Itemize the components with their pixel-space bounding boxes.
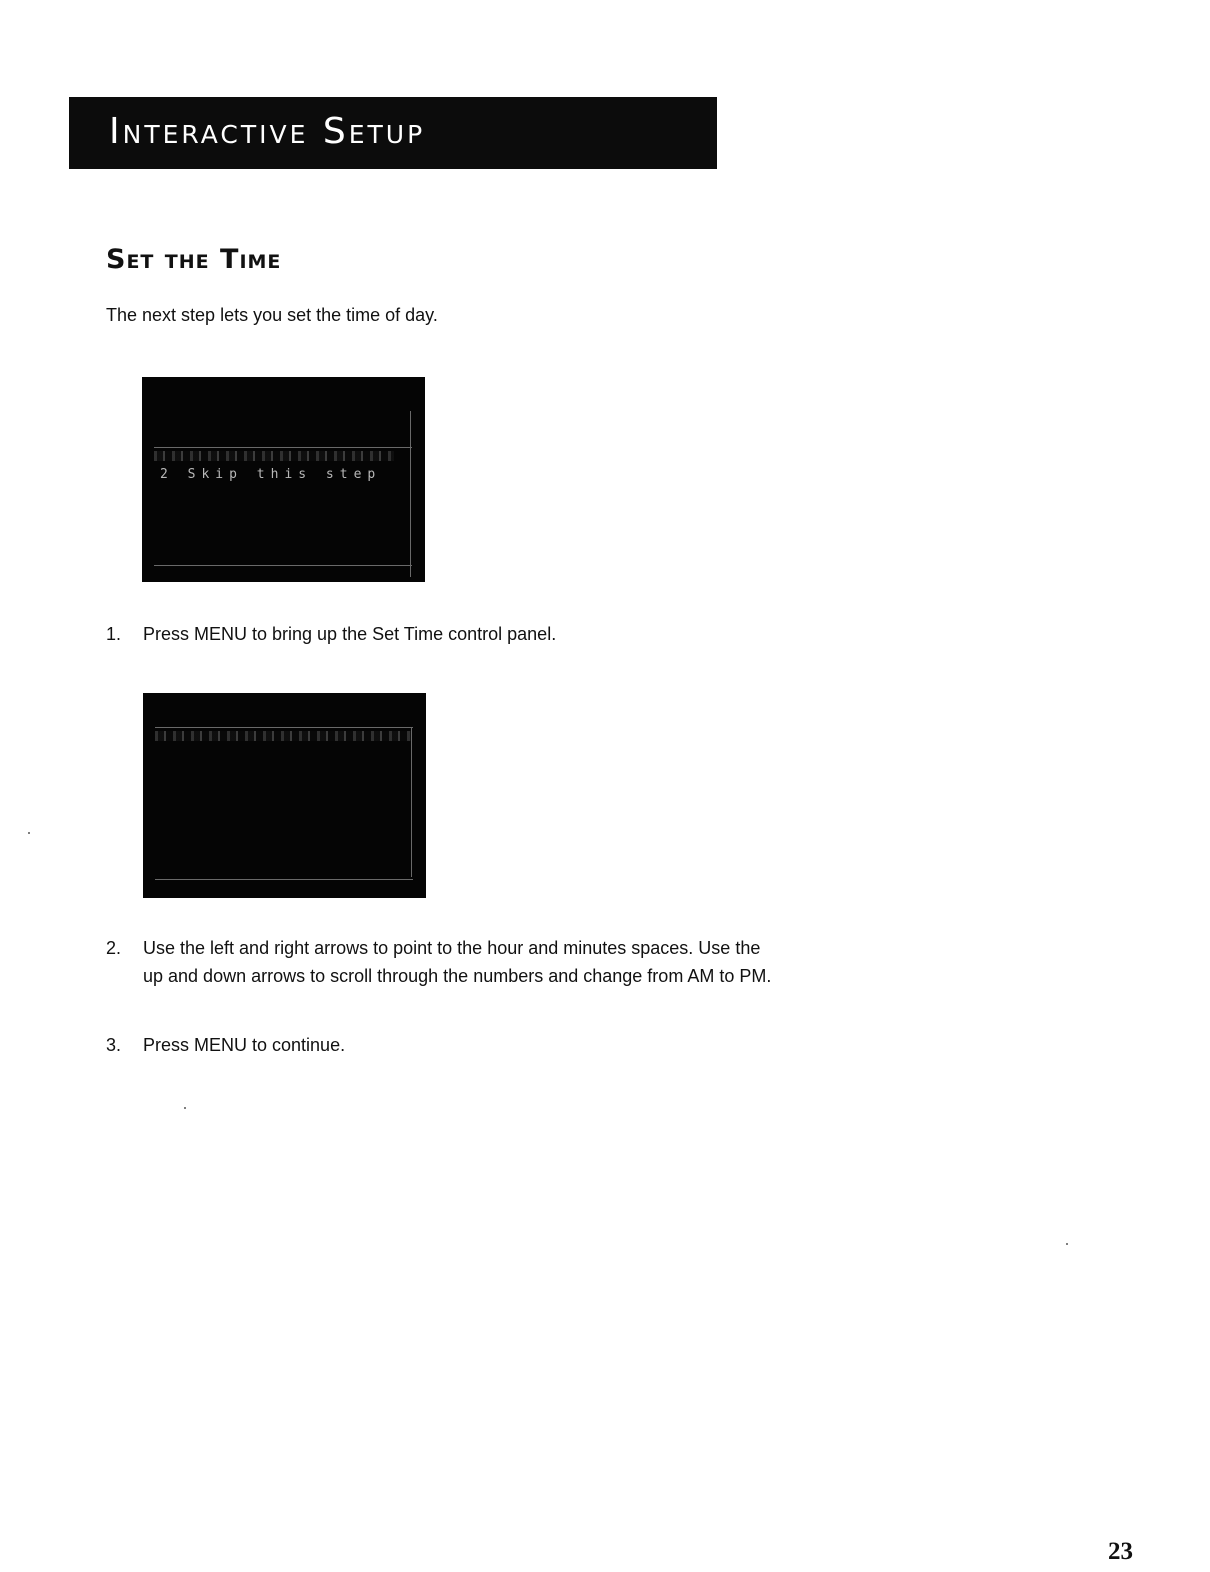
screen-option-skip: 2 Skip this step bbox=[160, 467, 382, 482]
step-2-number: 2. bbox=[106, 938, 122, 958]
screen-border-top bbox=[154, 447, 412, 448]
section-title: Set the Time bbox=[106, 244, 282, 275]
screen-border-top bbox=[155, 727, 413, 728]
tv-screen-skip-step bbox=[142, 377, 425, 582]
screen-border-right bbox=[410, 411, 411, 577]
step-1-text: Press MENU to bring up the Set Time control panel. bbox=[143, 624, 557, 644]
intro-text: The next step lets you set the time of day. bbox=[106, 305, 438, 325]
tv-screen-set-time-panel bbox=[143, 693, 426, 898]
step-3-text: Press MENU to continue. bbox=[143, 1035, 346, 1055]
highlighted-time-row bbox=[155, 731, 411, 741]
scan-speck bbox=[184, 1107, 186, 1109]
section-banner bbox=[69, 97, 717, 169]
banner-title: Interactive Setup bbox=[109, 111, 426, 152]
screen-border-bottom bbox=[154, 565, 412, 566]
step-2-text: Use the left and right arrows to point to the hour and minutes spaces. Use the up and down arrows to scroll through the numbers and change from AM to PM. bbox=[143, 938, 772, 986]
screen-border-right bbox=[411, 727, 412, 877]
step-1-number: 1. bbox=[106, 624, 122, 644]
screen-border-bottom bbox=[155, 879, 413, 880]
highlighted-menu-row bbox=[154, 451, 394, 461]
step-3-number: 3. bbox=[106, 1035, 122, 1055]
scan-speck bbox=[28, 832, 30, 834]
page-number: 23 bbox=[1108, 1538, 1133, 1565]
scan-speck bbox=[1066, 1243, 1068, 1245]
